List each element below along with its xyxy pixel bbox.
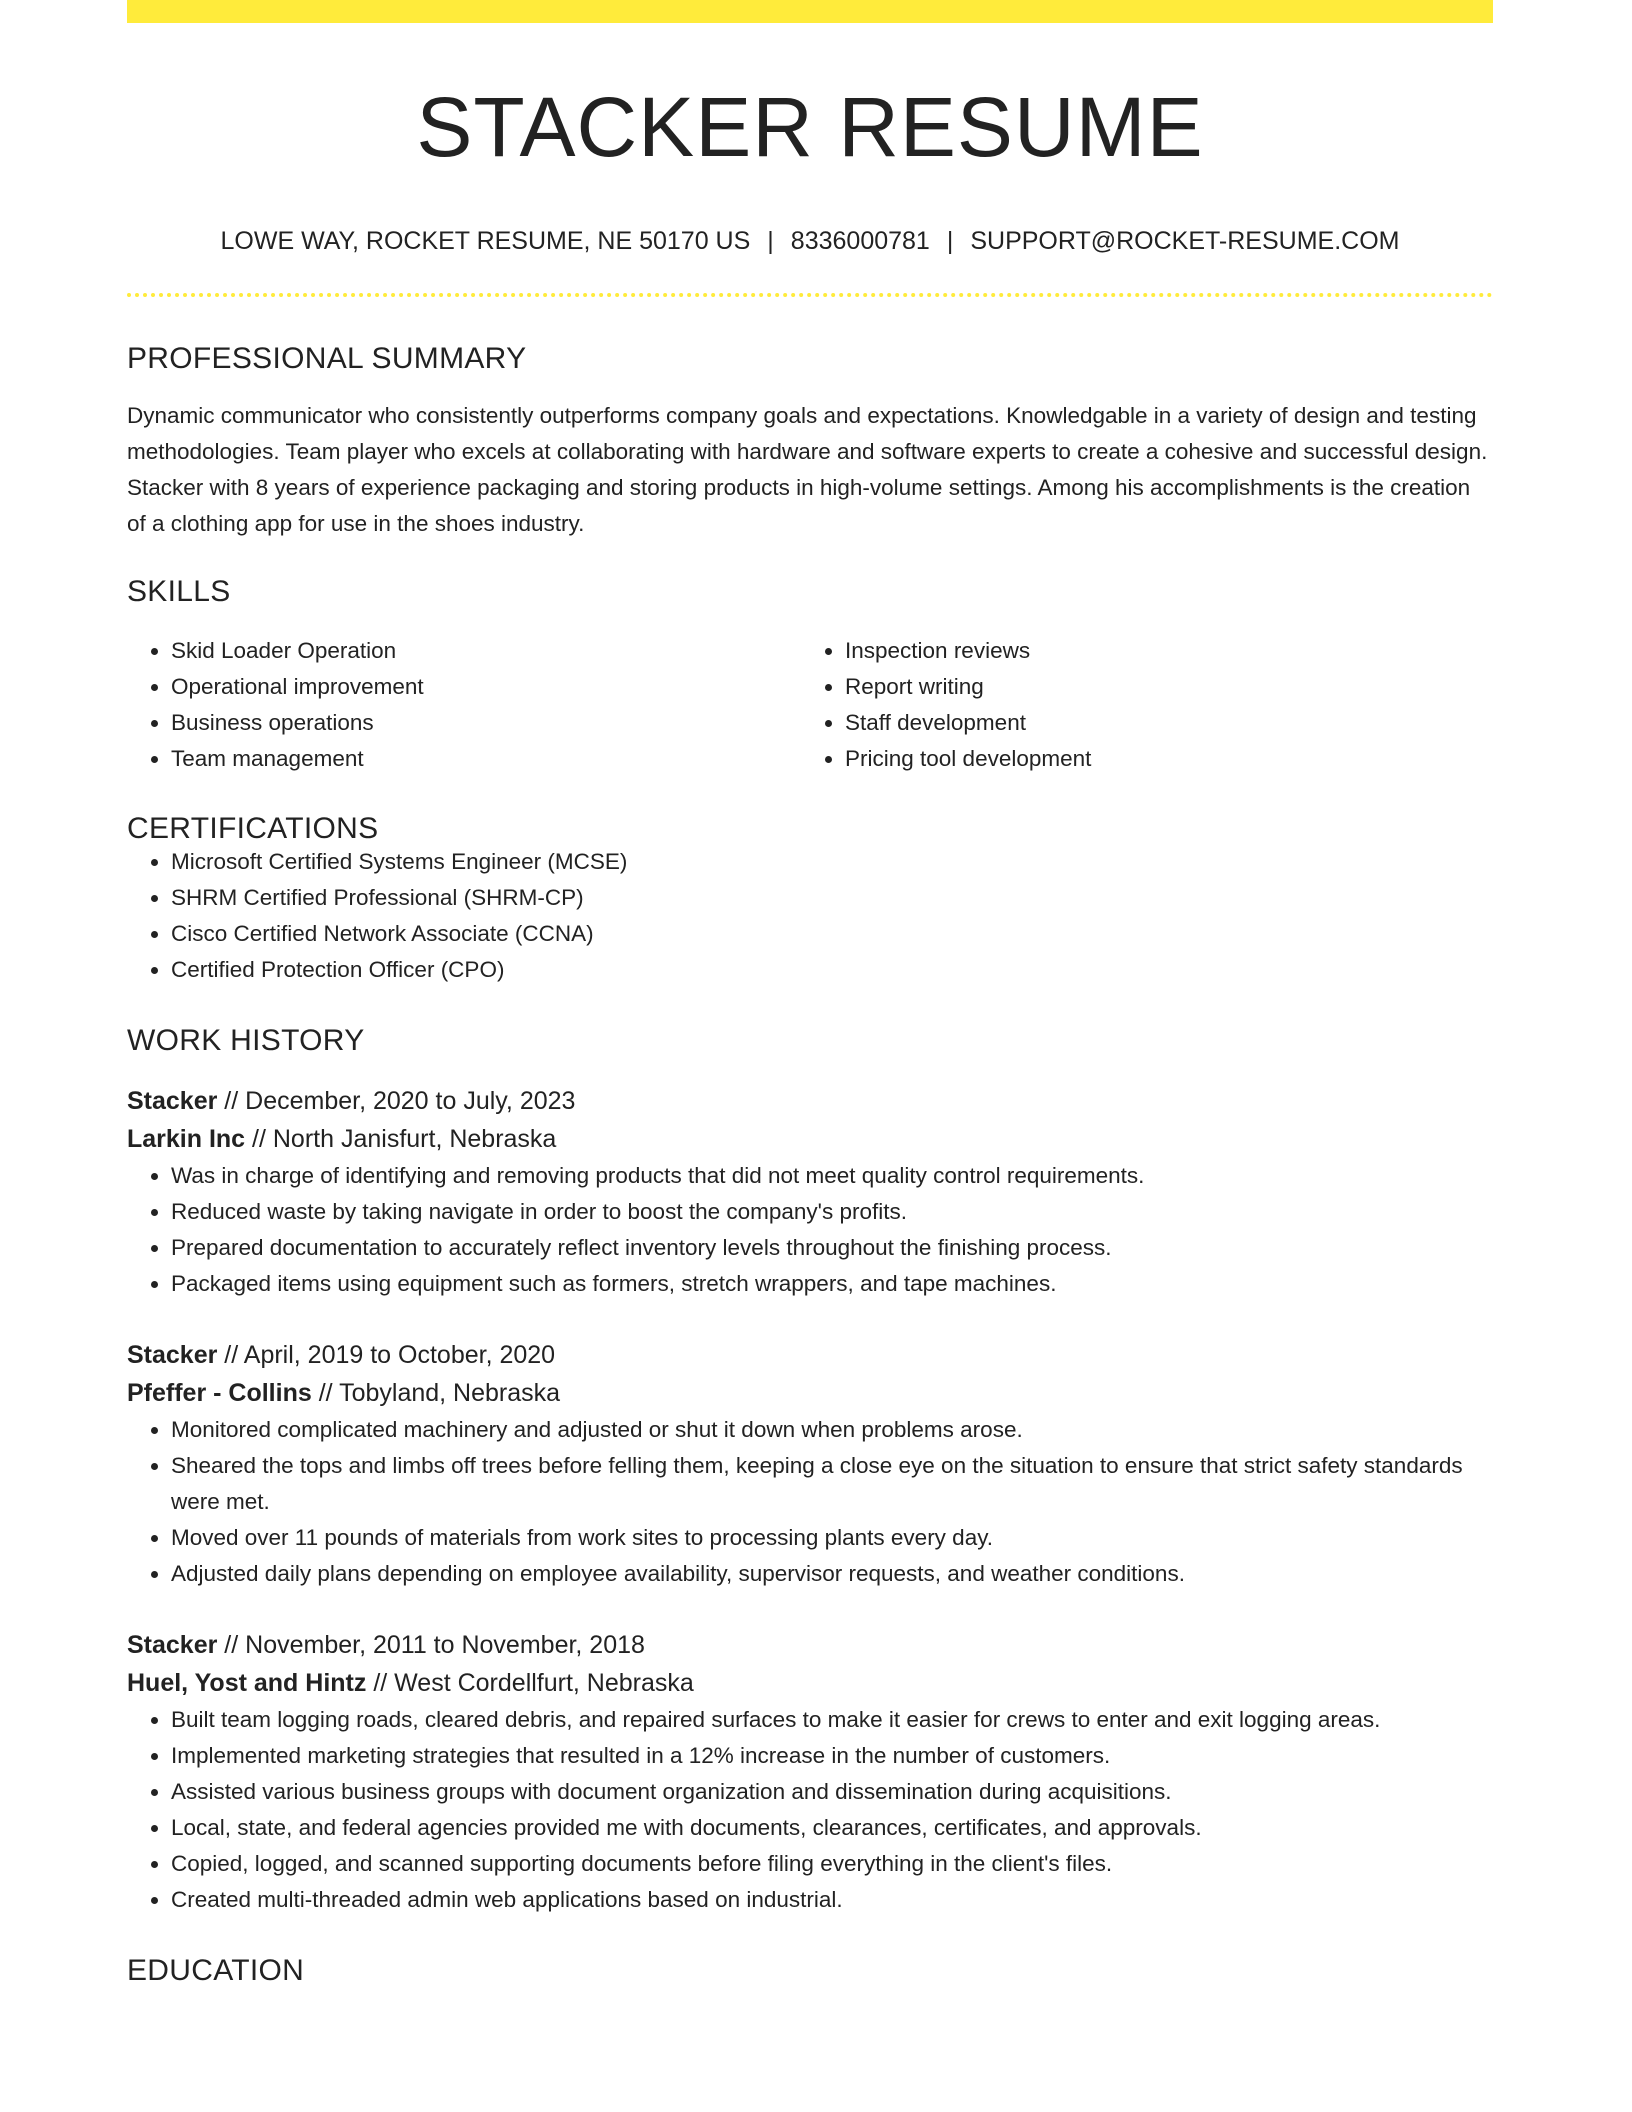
certification-item: • Microsoft Certified Systems Engineer (MCSE) [171,844,1493,880]
job-bullets [127,1158,1493,1302]
job-bullet: • Local, state, and federal agencies provided me with documents, clearances, certificates, and approvals. [171,1810,1493,1846]
skills-grid [127,633,1493,777]
job-bullet: • Was in charge of identifying and removing products that did not meet quality control requirements. [171,1158,1493,1194]
job-title-line [127,1082,1493,1120]
contact-separator: | [946,227,954,255]
job-company: Pfeffer - Collins [127,1379,312,1407]
job-location: // Tobyland, Nebraska [311,1379,561,1407]
job-title-line [127,1626,1493,1664]
skills-list-left [127,633,801,777]
job-entry [127,1082,1493,1302]
job-bullet: • Reduced waste by taking navigate in order to boost the company's profits. [171,1194,1493,1230]
skill-item: • Pricing tool development [845,741,1475,777]
skills-list-right [801,633,1475,777]
skills-column-right [801,633,1475,777]
summary-text: Dynamic communicator who consistently outperforms company goals and expectations. Knowledgable in a variety of design and testing methodologies. Team player who excels at collaborating with hardware and software experts to create a cohesive and successful design. Stacker with 8 years of experience packaging and storing products in high-volume settings. Among his accomplishments is the creation of a clothing app for use in the shoes industry. [127,403,1488,536]
resume-page [127,0,1493,1986]
contact-phone: 8336000781 [790,227,930,255]
job-bullet: • Created multi-threaded admin web applications based on industrial. [171,1882,1493,1918]
job-bullet: • Adjusted daily plans depending on employee availability, supervisor requests, and weather conditions. [171,1556,1493,1592]
job-title-line [127,1336,1493,1374]
contact-line [127,229,1493,254]
job-location: // North Janisfurt, Nebraska [245,1125,557,1153]
skill-item: • Inspection reviews [845,633,1475,669]
job-bullets [127,1412,1493,1592]
job-bullet: • Built team logging roads, cleared debris, and repaired surfaces to make it easier for crews to enter and exit logging areas. [171,1702,1493,1738]
job-company: Larkin Inc [127,1125,246,1153]
job-bullet: • Monitored complicated machinery and adjusted or shut it down when problems arose. [171,1412,1493,1448]
contact-email: SUPPORT@ROCKET-RESUME.COM [970,227,1400,255]
skills-column-left [127,633,801,777]
job-bullet: • Moved over 11 pounds of materials from work sites to processing plants every day. [171,1520,1493,1556]
job-bullet: • Implemented marketing strategies that resulted in a 12% increase in the number of customers. [171,1738,1493,1774]
job-company-line [127,1374,1493,1412]
accent-top-bar [127,0,1493,23]
skill-item: • Business operations [171,705,801,741]
job-dates: // December, 2020 to July, 2023 [217,1087,576,1115]
job-bullet: • Assisted various business groups with document organization and dissemination during acquisitions. [171,1774,1493,1810]
skill-item: • Staff development [845,705,1475,741]
job-dates: // April, 2019 to October, 2020 [217,1341,556,1369]
job-bullet: • Prepared documentation to accurately reflect inventory levels throughout the finishing process. [171,1230,1493,1266]
job-role: Stacker [127,1087,218,1115]
certifications-heading: CERTIFICATIONS [127,812,379,845]
resume-name: STACKER RESUME [416,80,1204,174]
job-entry [127,1626,1493,1918]
certifications-list [127,844,1493,988]
job-company: Huel, Yost and Hintz [127,1669,367,1697]
education-heading: EDUCATION [127,1954,305,1987]
job-company-line [127,1664,1493,1702]
certification-item: • SHRM Certified Professional (SHRM-CP) [171,880,1493,916]
summary-heading: PROFESSIONAL SUMMARY [127,342,527,375]
skill-item: • Report writing [845,669,1475,705]
certification-item: • Certified Protection Officer (CPO) [171,952,1493,988]
header-divider [127,293,1493,297]
certification-item: • Cisco Certified Network Associate (CCNA) [171,916,1493,952]
skill-item: • Team management [171,741,801,777]
job-role: Stacker [127,1341,218,1369]
job-entry [127,1336,1493,1592]
job-bullets [127,1702,1493,1918]
contact-address: LOWE WAY, ROCKET RESUME, NE 50170 US [220,227,751,255]
job-bullet: • Packaged items using equipment such as formers, stretch wrappers, and tape machines. [171,1266,1493,1302]
skill-item: • Skid Loader Operation [171,633,801,669]
skills-heading: SKILLS [127,575,231,608]
job-bullet: • Sheared the tops and limbs off trees before felling them, keeping a close eye on the situation to ensure that strict safety standards were met. [171,1448,1493,1520]
job-location: // West Cordellfurt, Nebraska [366,1669,694,1697]
job-dates: // November, 2011 to November, 2018 [217,1631,645,1659]
job-bullet: • Copied, logged, and scanned supporting documents before filing everything in the client's files. [171,1846,1493,1882]
job-company-line [127,1120,1493,1158]
contact-separator: | [767,227,774,255]
job-role: Stacker [127,1631,218,1659]
skill-item: • Operational improvement [171,669,801,705]
work-history-heading: WORK HISTORY [127,1024,365,1057]
